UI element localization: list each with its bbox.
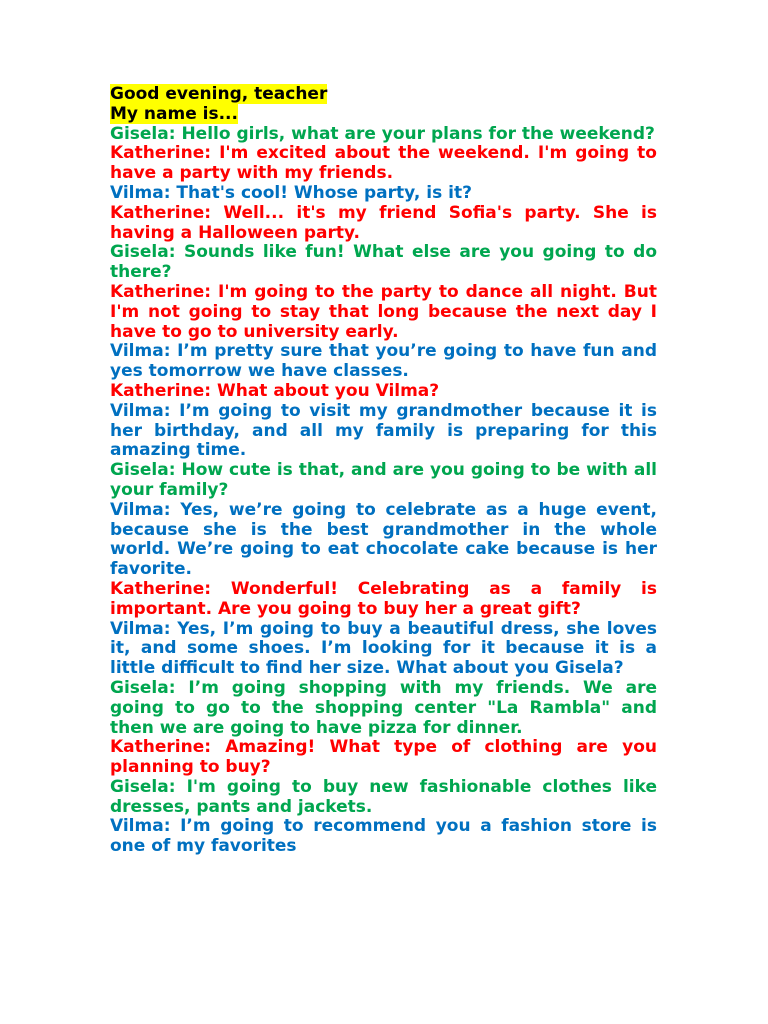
name-line	[110, 105, 657, 125]
dialogue-line: Gisela: Sounds like fun! What else are you going to do there?	[110, 242, 657, 283]
dialogue-line: Gisela: Hello girls, what are your plans for the weekend?	[110, 123, 655, 144]
dialogue-line: Katherine: I'm excited about the weekend. I'm going to have a party with my friends.	[110, 143, 657, 184]
document-page	[110, 85, 657, 857]
dialogue-line: Gisela: How cute is that, and are you going to be with all your family?	[110, 460, 657, 500]
dialogue-line: Gisela: I'm going to buy new fashionable clothes like dresses, pants and jackets.	[110, 776, 657, 817]
dialogue-line: Vilma: I’m going to visit my grandmother because it is her birthday, and all my family is preparing for this amazing time.	[110, 400, 657, 461]
dialogue-line: Katherine: Well... it's my friend Sofia's party. She is having a Halloween party.	[110, 202, 657, 243]
dialogue-line: Vilma: I’m pretty sure that you’re going to have fun and yes tomorrow we have classes.	[110, 341, 657, 382]
dialogue-line: Vilma: Yes, we’re going to celebrate as a huge event, because she is the best grandmother in the whole world. We’re going to eat chocolate cake because is her favorite.	[110, 499, 657, 580]
name-text: My name is...	[110, 103, 238, 124]
dialogue-line: Katherine: What about you Vilma?	[110, 380, 440, 401]
dialogue-line: Katherine: I'm going to the party to dance all night. But I'm not going to stay that long because the next day I have to go to university early.	[110, 281, 657, 342]
dialogue-line: Katherine: Wonderful! Celebrating as a family is important. Are you going to buy her a great gift?	[110, 578, 657, 619]
greeting-text: Good evening, teacher	[110, 84, 328, 104]
dialogue-line: Vilma: That's cool! Whose party, is it?	[110, 182, 472, 203]
dialogue-line: Katherine: Amazing! What type of clothing are you planning to buy?	[110, 737, 657, 778]
dialogue-line: Gisela: I’m going shopping with my friends. We are going to go to the shopping center "La Rambla" and then we are going to have pizza for dinner.	[110, 677, 657, 738]
dialogue-line: Vilma: I’m going to recommend you a fashion store is one of my favorites	[110, 816, 657, 857]
greeting-line	[110, 85, 657, 105]
dialogue-line: Vilma: Yes, I’m going to buy a beautiful dress, she loves it, and some shoes. I’m looking for it because it is a little difficult to find her size. What about you Gisela?	[110, 618, 657, 679]
